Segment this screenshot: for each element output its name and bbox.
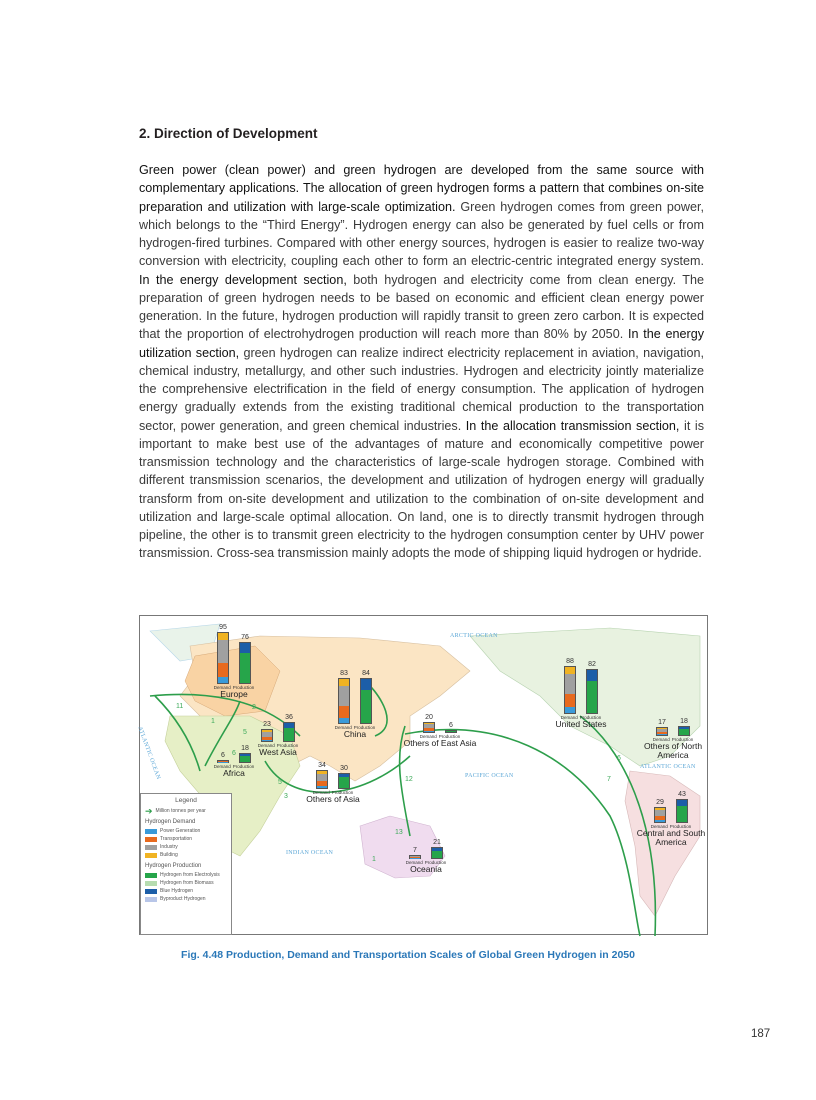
region-united-states — [536, 654, 626, 729]
demand-bar — [409, 855, 421, 859]
legend-item-label: Transportation — [160, 836, 193, 842]
demand-label: Demand — [213, 764, 231, 769]
demand-value: 88 — [566, 657, 574, 665]
demand-value: 34 — [318, 762, 326, 770]
production-bar — [445, 730, 457, 733]
flow-value-label: 6 — [232, 750, 236, 757]
production-bar — [586, 669, 598, 714]
demand-bar-column — [564, 658, 577, 714]
production-bar-column — [360, 670, 373, 724]
production-label: Production — [579, 715, 602, 720]
demand-bar-column — [423, 714, 436, 733]
region-others-of-asia — [288, 729, 378, 804]
flow-value-label: 7 — [607, 776, 611, 783]
production-bar-column — [445, 722, 458, 733]
production-bar — [676, 799, 688, 823]
production-bar — [360, 678, 372, 724]
demand-label: Demand — [312, 790, 330, 795]
demand-bar — [316, 770, 328, 789]
region-others-of-north-america — [628, 676, 718, 760]
legend-demand-title: Hydrogen Demand — [145, 819, 196, 825]
production-value: 84 — [362, 669, 370, 677]
legend-swatch — [145, 873, 157, 878]
region-oceania — [381, 799, 471, 874]
body-text-segment: Green hydrogen comes from green power, which belongs to the “Third Energy”. Hydrogen energy can also be generated by fuel cells or from hydrogen-fired turbines. Compared with other energy sources, hydrogen is easier to realize two-way conversion with electricity, coupling each other to form an electric-centric integrated energy system. — [139, 199, 704, 269]
demand-value: 83 — [340, 670, 348, 678]
page-number: 187 — [751, 1028, 771, 1040]
green-arrow-icon: ➔ — [145, 806, 153, 816]
region-name: Others of Asia — [306, 794, 360, 804]
production-value: 6 — [449, 721, 453, 729]
region-china — [310, 664, 400, 739]
legend-item-label: Power Generation — [160, 828, 201, 834]
demand-label: Demand — [560, 715, 578, 720]
legend-item — [145, 827, 227, 835]
emphasized-text: In the allocation transmission section, — [465, 418, 680, 433]
region-name: United States — [555, 719, 607, 729]
legend-item — [145, 843, 227, 851]
demand-bar-column — [656, 719, 669, 736]
legend-flow-unit: Million tonnes per year — [155, 808, 206, 814]
production-bar-column — [586, 661, 599, 714]
flow-value-label: 11 — [176, 703, 184, 710]
region-name: Europe — [220, 689, 248, 699]
demand-bar-column — [217, 624, 230, 684]
demand-bar — [654, 807, 666, 823]
ocean-label-atlantic-west: ATLANTIC OCEAN — [136, 726, 162, 781]
legend-item-label: Blue Hydrogen — [160, 888, 194, 894]
production-bar — [239, 753, 251, 763]
legend-swatch — [145, 829, 157, 834]
ocean-label-arctic: ARCTIC OCEAN — [450, 633, 498, 639]
production-value: 36 — [285, 714, 293, 722]
legend-title: Legend — [175, 797, 197, 804]
legend-item-label: Hydrogen from Electrolysis — [160, 872, 220, 878]
region-name: Africa — [223, 768, 245, 778]
demand-bar — [338, 678, 350, 724]
demand-label: Demand — [257, 743, 275, 748]
emphasized-text: Green power (clean power) and green hydrogen are developed from the same source with complementary applications. The allocation of green hydrogen forms a pattern that combines on-site preparation and utilization with large-scale optimization. — [139, 163, 704, 214]
demand-label: Demand — [652, 737, 670, 742]
legend-item — [145, 879, 227, 887]
production-bar-column — [338, 765, 351, 790]
body-text-segment: green hydrogen can realize indirect electricity replacement in aviation, navigation, chemical industry, metallurgy, and other such industries. Hydrogen and electricity jointly materialize the comprehensive electrification in the field of energy consumption. The application of hydrogen energy gradually extends from the existing traditional chemical production to the transportation sector, power generation, and green chemical industries. — [139, 345, 704, 433]
region-others-of-east-asia — [395, 673, 485, 748]
legend-item — [145, 895, 227, 903]
demand-value: 7 — [413, 847, 417, 855]
legend-item-label: Hydrogen from Biomass — [160, 880, 214, 886]
ocean-label-indian: INDIAN OCEAN — [286, 850, 334, 856]
production-value: 18 — [680, 718, 688, 726]
region-central-and-south-america — [626, 763, 716, 847]
demand-label: Demand — [405, 860, 423, 865]
region-name: Central and South America — [636, 828, 706, 847]
legend-item-label: Building — [160, 852, 178, 858]
demand-value: 17 — [658, 718, 666, 726]
demand-bar-column — [217, 752, 230, 763]
production-bar-column — [678, 718, 691, 736]
demand-bar — [423, 722, 435, 733]
demand-bar-column — [409, 847, 422, 859]
legend-swatch — [145, 853, 157, 858]
flow-value-label: 2 — [252, 704, 256, 711]
production-label: Production — [669, 824, 692, 829]
flow-value-label: 13 — [395, 829, 403, 836]
region-name: Oceania — [410, 864, 442, 874]
demand-bar-column — [654, 799, 667, 823]
body-text-segment: it is important to make best use of the advantages of mature and economically competitive power transmission technology and the characteristics of large-scale hydrogen storage. Combined with different transmission scenarios, the development and utilization of hydrogen energy will gradually transform from on-site development and utilization to the combination of on-site development and utilization and large-scale optimal allocation. On land, one is to directly transmit hydrogen through pipeline, the other is to transmit green electricity to the hydrogen consumption center by UHV power transmission. Cross-sea transmission mainly adopts the mode of shipping liquid hydrogen or hydride. — [139, 418, 704, 561]
emphasized-text: In the energy development section, — [139, 272, 347, 287]
ocean-label-atlantic-east: ATLANTIC OCEAN — [640, 764, 696, 770]
hydrogen-map-figure — [136, 615, 708, 935]
legend-swatch — [145, 837, 157, 842]
production-bar — [431, 847, 443, 859]
demand-label: Demand — [650, 824, 668, 829]
demand-bar-column — [338, 670, 351, 724]
flow-value-label: 1 — [211, 718, 215, 725]
production-label: Production — [276, 743, 299, 748]
production-label: Production — [353, 725, 376, 730]
flow-value-label: 3 — [284, 793, 288, 800]
flow-value-label: 12 — [405, 776, 413, 783]
region-africa — [189, 703, 279, 778]
production-value: 18 — [241, 745, 249, 753]
flow-value-label: 6 — [617, 755, 621, 762]
region-name: Others of North America — [643, 741, 703, 760]
map-legend — [140, 793, 232, 935]
demand-value: 29 — [656, 799, 664, 807]
legend-item — [145, 871, 227, 879]
demand-bar — [564, 666, 576, 714]
region-name: West Asia — [259, 747, 297, 757]
legend-item-label: Byproduct Hydrogen — [160, 896, 206, 902]
legend-demand-list — [145, 827, 227, 859]
production-bar-column — [676, 791, 689, 823]
production-bar-column — [239, 634, 252, 684]
production-bar — [678, 726, 690, 736]
demand-bar-column — [316, 762, 329, 789]
production-label: Production — [331, 790, 354, 795]
legend-flow-item — [145, 807, 227, 815]
production-value: 21 — [433, 839, 441, 847]
ocean-label-pacific: PACIFIC OCEAN — [465, 773, 514, 779]
demand-value: 95 — [219, 623, 227, 631]
demand-value: 20 — [425, 714, 433, 721]
region-name: China — [343, 729, 367, 739]
production-label: Production — [232, 685, 255, 690]
figure-caption: Fig. 4.48 Production, Demand and Transportation Scales of Global Green Hydrogen in 2050 — [181, 949, 635, 961]
production-bar — [239, 642, 251, 684]
legend-swatch — [145, 881, 157, 886]
demand-label: Demand — [419, 734, 437, 739]
legend-item-label: Industry — [160, 844, 178, 850]
legend-swatch — [145, 845, 157, 850]
flow-value-label: 5 — [243, 729, 247, 736]
flow-value-label: 5 — [278, 779, 282, 786]
emphasized-text: In the energy utilization section, — [139, 327, 705, 360]
legend-item — [145, 887, 227, 895]
production-value: 30 — [340, 764, 348, 772]
demand-label: Demand — [213, 685, 231, 690]
legend-swatch — [145, 889, 157, 894]
demand-label: Demand — [334, 725, 352, 730]
legend-swatch — [145, 897, 157, 902]
demand-value: 6 — [221, 751, 225, 759]
legend-item — [145, 835, 227, 843]
legend-item — [145, 851, 227, 859]
section-heading: 2. Direction of Development — [139, 126, 318, 141]
production-bar-column — [431, 839, 444, 859]
demand-bar — [656, 727, 668, 736]
production-bar-column — [239, 745, 252, 763]
region-name: Others of East Asia — [403, 738, 477, 748]
production-value: 43 — [678, 791, 686, 799]
body-paragraph — [139, 161, 704, 563]
demand-bar — [217, 632, 229, 684]
demand-value: 23 — [263, 721, 271, 729]
production-label: Production — [424, 860, 447, 865]
legend-production-title: Hydrogen Production — [145, 863, 202, 869]
legend-production-list — [145, 871, 227, 903]
production-bar — [338, 773, 350, 790]
demand-bar — [217, 760, 229, 763]
production-label: Production — [232, 764, 255, 769]
production-label: Production — [671, 737, 694, 742]
flow-value-label: 1 — [372, 856, 376, 863]
body-text-segment: both hydrogen and electricity come from clean energy. The preparation of green hydrogen needs to be based on economic and efficient clean energy power generation. In the future, hydrogen production will rapidly transit to green zero carbon. It is expected that the proportion of electrohydrogen production will reach more than 80% by 2050. — [139, 272, 704, 342]
production-value: 82 — [588, 660, 596, 668]
production-label: Production — [438, 734, 461, 739]
production-value: 76 — [241, 634, 249, 642]
